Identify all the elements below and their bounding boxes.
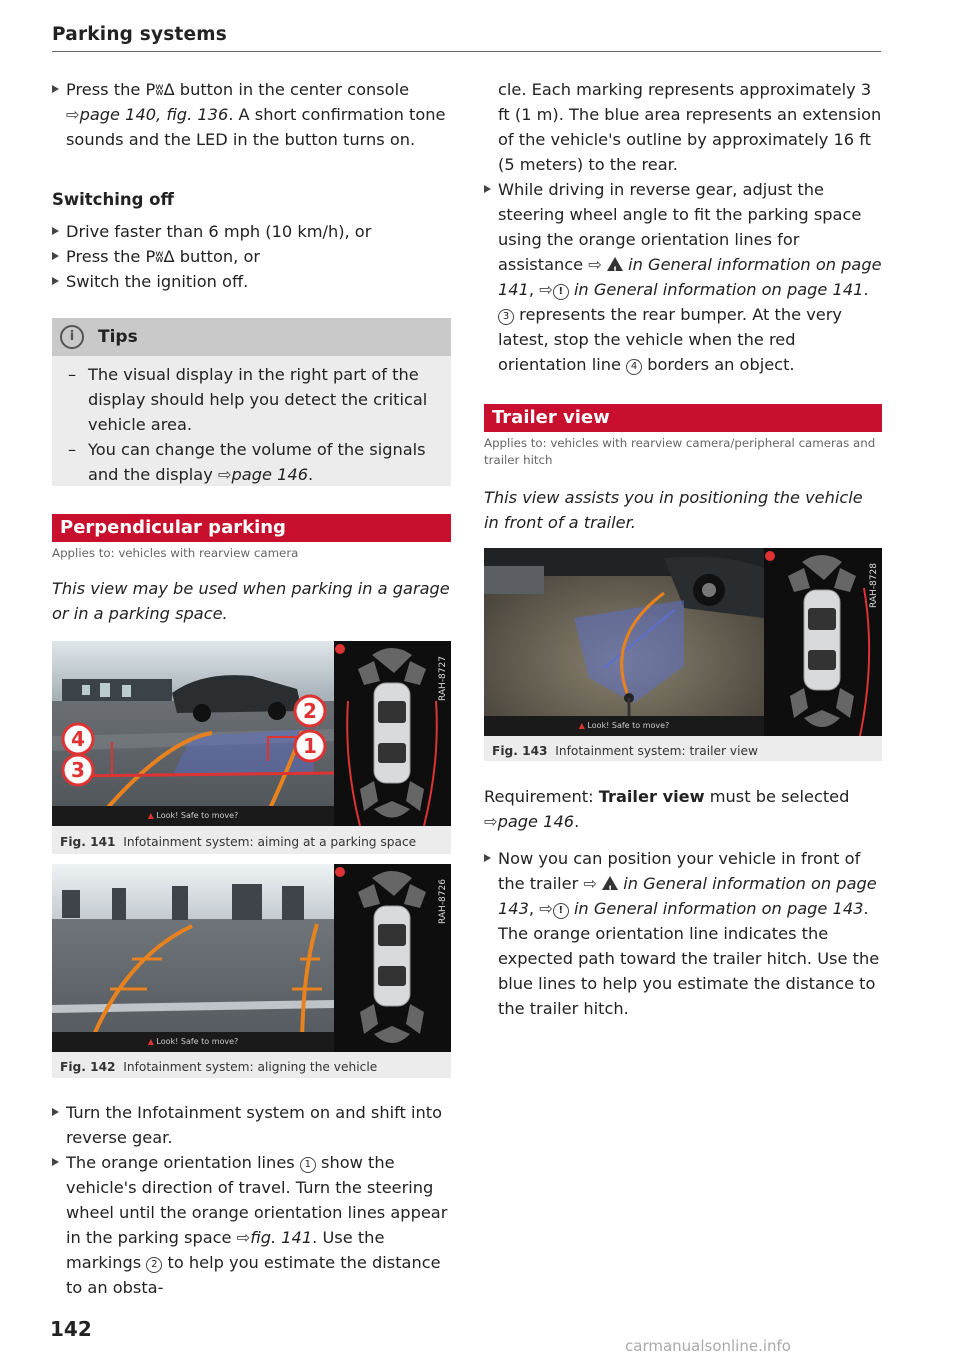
- tips-header: [52, 318, 451, 356]
- figure-141-caption: Fig. 141 Infotainment system: aiming at a parking space: [60, 835, 417, 849]
- warning-icon: [607, 257, 623, 271]
- ref-fig-141[interactable]: fig. 141: [250, 1228, 313, 1247]
- intro-trailer: This view assists you in positioning the vehicle in front of a trailer.: [484, 488, 863, 532]
- figure-143: [484, 548, 882, 761]
- caution-icon: !: [553, 284, 569, 300]
- applies-to-trailer: Applies to: vehicles with rearview camera/peripheral cameras and trailer hitch: [484, 436, 876, 467]
- right-top-text: [484, 77, 882, 377]
- applies-to-perpendicular: Applies to: vehicles with rearview camera: [52, 546, 299, 560]
- ref-page-146-trailer[interactable]: page 146: [497, 812, 575, 831]
- look-safe-bar: ▲ Look! Safe to move?: [52, 806, 334, 826]
- car-top-view-142: [334, 864, 451, 1052]
- bullet-press-button-off: Press the PʬΔ button, or: [52, 244, 452, 269]
- ref-page-146[interactable]: page 146: [231, 465, 308, 484]
- ref-page-140[interactable]: page 140, fig. 136: [79, 105, 229, 124]
- bullet-steering: While driving in reverse gear, adjust the steering wheel angle to fit the parking space using the orange orientation lines for assistance ⇨ ! in General information on page 141, ⇨ ! in General information on page 141. 3 represents the rear bumper. At the very latest, stop the vehicle when the red orientation line 4 borders an object.: [484, 177, 882, 377]
- watermark: carmanualsonline.info: [625, 1337, 791, 1355]
- bullet-drive-faster: Drive faster than 6 mph (10 km/h), or: [52, 219, 452, 244]
- bullet-turn-on: Turn the Infotainment system on and shift into reverse gear.: [52, 1100, 454, 1150]
- bullet-press-button: Press the PʬΔ button in the center console ⇨page 140, fig. 136. A short confirmation tone sounds and the LED in the button turns on.: [52, 77, 452, 152]
- car-top-view-141: [334, 641, 451, 826]
- left-intro: [52, 77, 452, 152]
- tips-title: Tips: [98, 327, 138, 347]
- svg-text:2: 2: [303, 699, 317, 723]
- warning-icon: [602, 876, 618, 890]
- tip-item: – You can change the volume of the signals and the display ⇨page 146.: [68, 440, 426, 484]
- svg-text:3: 3: [71, 758, 85, 782]
- page-number: 142: [50, 1317, 92, 1341]
- info-icon: i: [60, 325, 84, 349]
- figure-143-caption: Fig. 143 Infotainment system: trailer view: [492, 744, 758, 758]
- tips-box: [52, 318, 451, 486]
- intro-perpendicular: This view may be used when parking in a garage or in a parking space.: [52, 579, 450, 623]
- bullet-orange-lines: The orange orientation lines 1 show the vehicle's direction of travel. Turn the steering wheel until the orange orientation lines appear in the parking space ⇨fig. 141. Use the markings 2 to help you estimate the distance to an obsta-: [52, 1150, 454, 1300]
- right-bottom-text: [484, 784, 882, 1021]
- ref-general-info-143-note[interactable]: in General information on page 143: [573, 899, 864, 918]
- continued-paragraph: cle. Each marking represents approximately 3 ft (1 m). The blue area represents an extension of the vehicle's outline by approximately 16 ft (5 meters) to the rear.: [498, 80, 882, 174]
- header-rule: [52, 51, 881, 52]
- section-title-trailer: Trailer view: [484, 404, 882, 432]
- camera-view-142: [52, 864, 334, 1052]
- camera-view-143: [484, 548, 764, 736]
- steps-left: [52, 1100, 454, 1300]
- ref-general-info-141[interactable]: in General information on page 141: [498, 255, 882, 299]
- figure-142-image: [52, 864, 451, 1052]
- switching-off-section: [52, 190, 452, 294]
- figure-142: [52, 864, 451, 1078]
- look-safe-bar: ▲ Look! Safe to move?: [52, 1032, 334, 1052]
- figure-141: [52, 641, 451, 854]
- figure-142-caption: Fig. 142 Infotainment system: aligning the vehicle: [60, 1060, 378, 1074]
- bullet-switch-ignition: Switch the ignition off.: [52, 269, 452, 294]
- figure-141-image: [52, 641, 451, 826]
- section-title-perpendicular: Perpendicular parking: [52, 514, 451, 542]
- figure-code: RAH-8726: [438, 879, 448, 924]
- ref-general-info-143[interactable]: in General information on page 143: [498, 874, 877, 918]
- figure-143-image: [484, 548, 882, 736]
- car-top-view-143: [764, 548, 882, 736]
- figure-code: RAH-8727: [438, 656, 448, 701]
- caution-icon: !: [553, 903, 569, 919]
- switching-off-heading: Switching off: [52, 190, 174, 209]
- requirement-paragraph: Requirement: Trailer view must be selected ⇨page 146.: [484, 787, 850, 831]
- tip-item: – The visual display in the right part of the display should help you detect the critical vehicle area.: [68, 365, 428, 434]
- look-safe-bar: ▲ Look! Safe to move?: [484, 716, 764, 736]
- svg-text:1: 1: [303, 734, 317, 758]
- svg-text:4: 4: [71, 727, 85, 751]
- ref-general-info-141-note[interactable]: in General information on page 141: [573, 280, 864, 299]
- bullet-position-vehicle: Now you can position your vehicle in front of the trailer ⇨ ! in General information on page 143, ⇨ ! in General information on page 143. The orange orientation line indicates the expected path toward the trailer hitch. Use the blue lines to help you estimate the distance to the trailer hitch.: [484, 846, 882, 1021]
- page-header-title: Parking systems: [52, 24, 227, 45]
- figure-code: RAH-8728: [869, 563, 879, 608]
- camera-view-141: [52, 641, 334, 826]
